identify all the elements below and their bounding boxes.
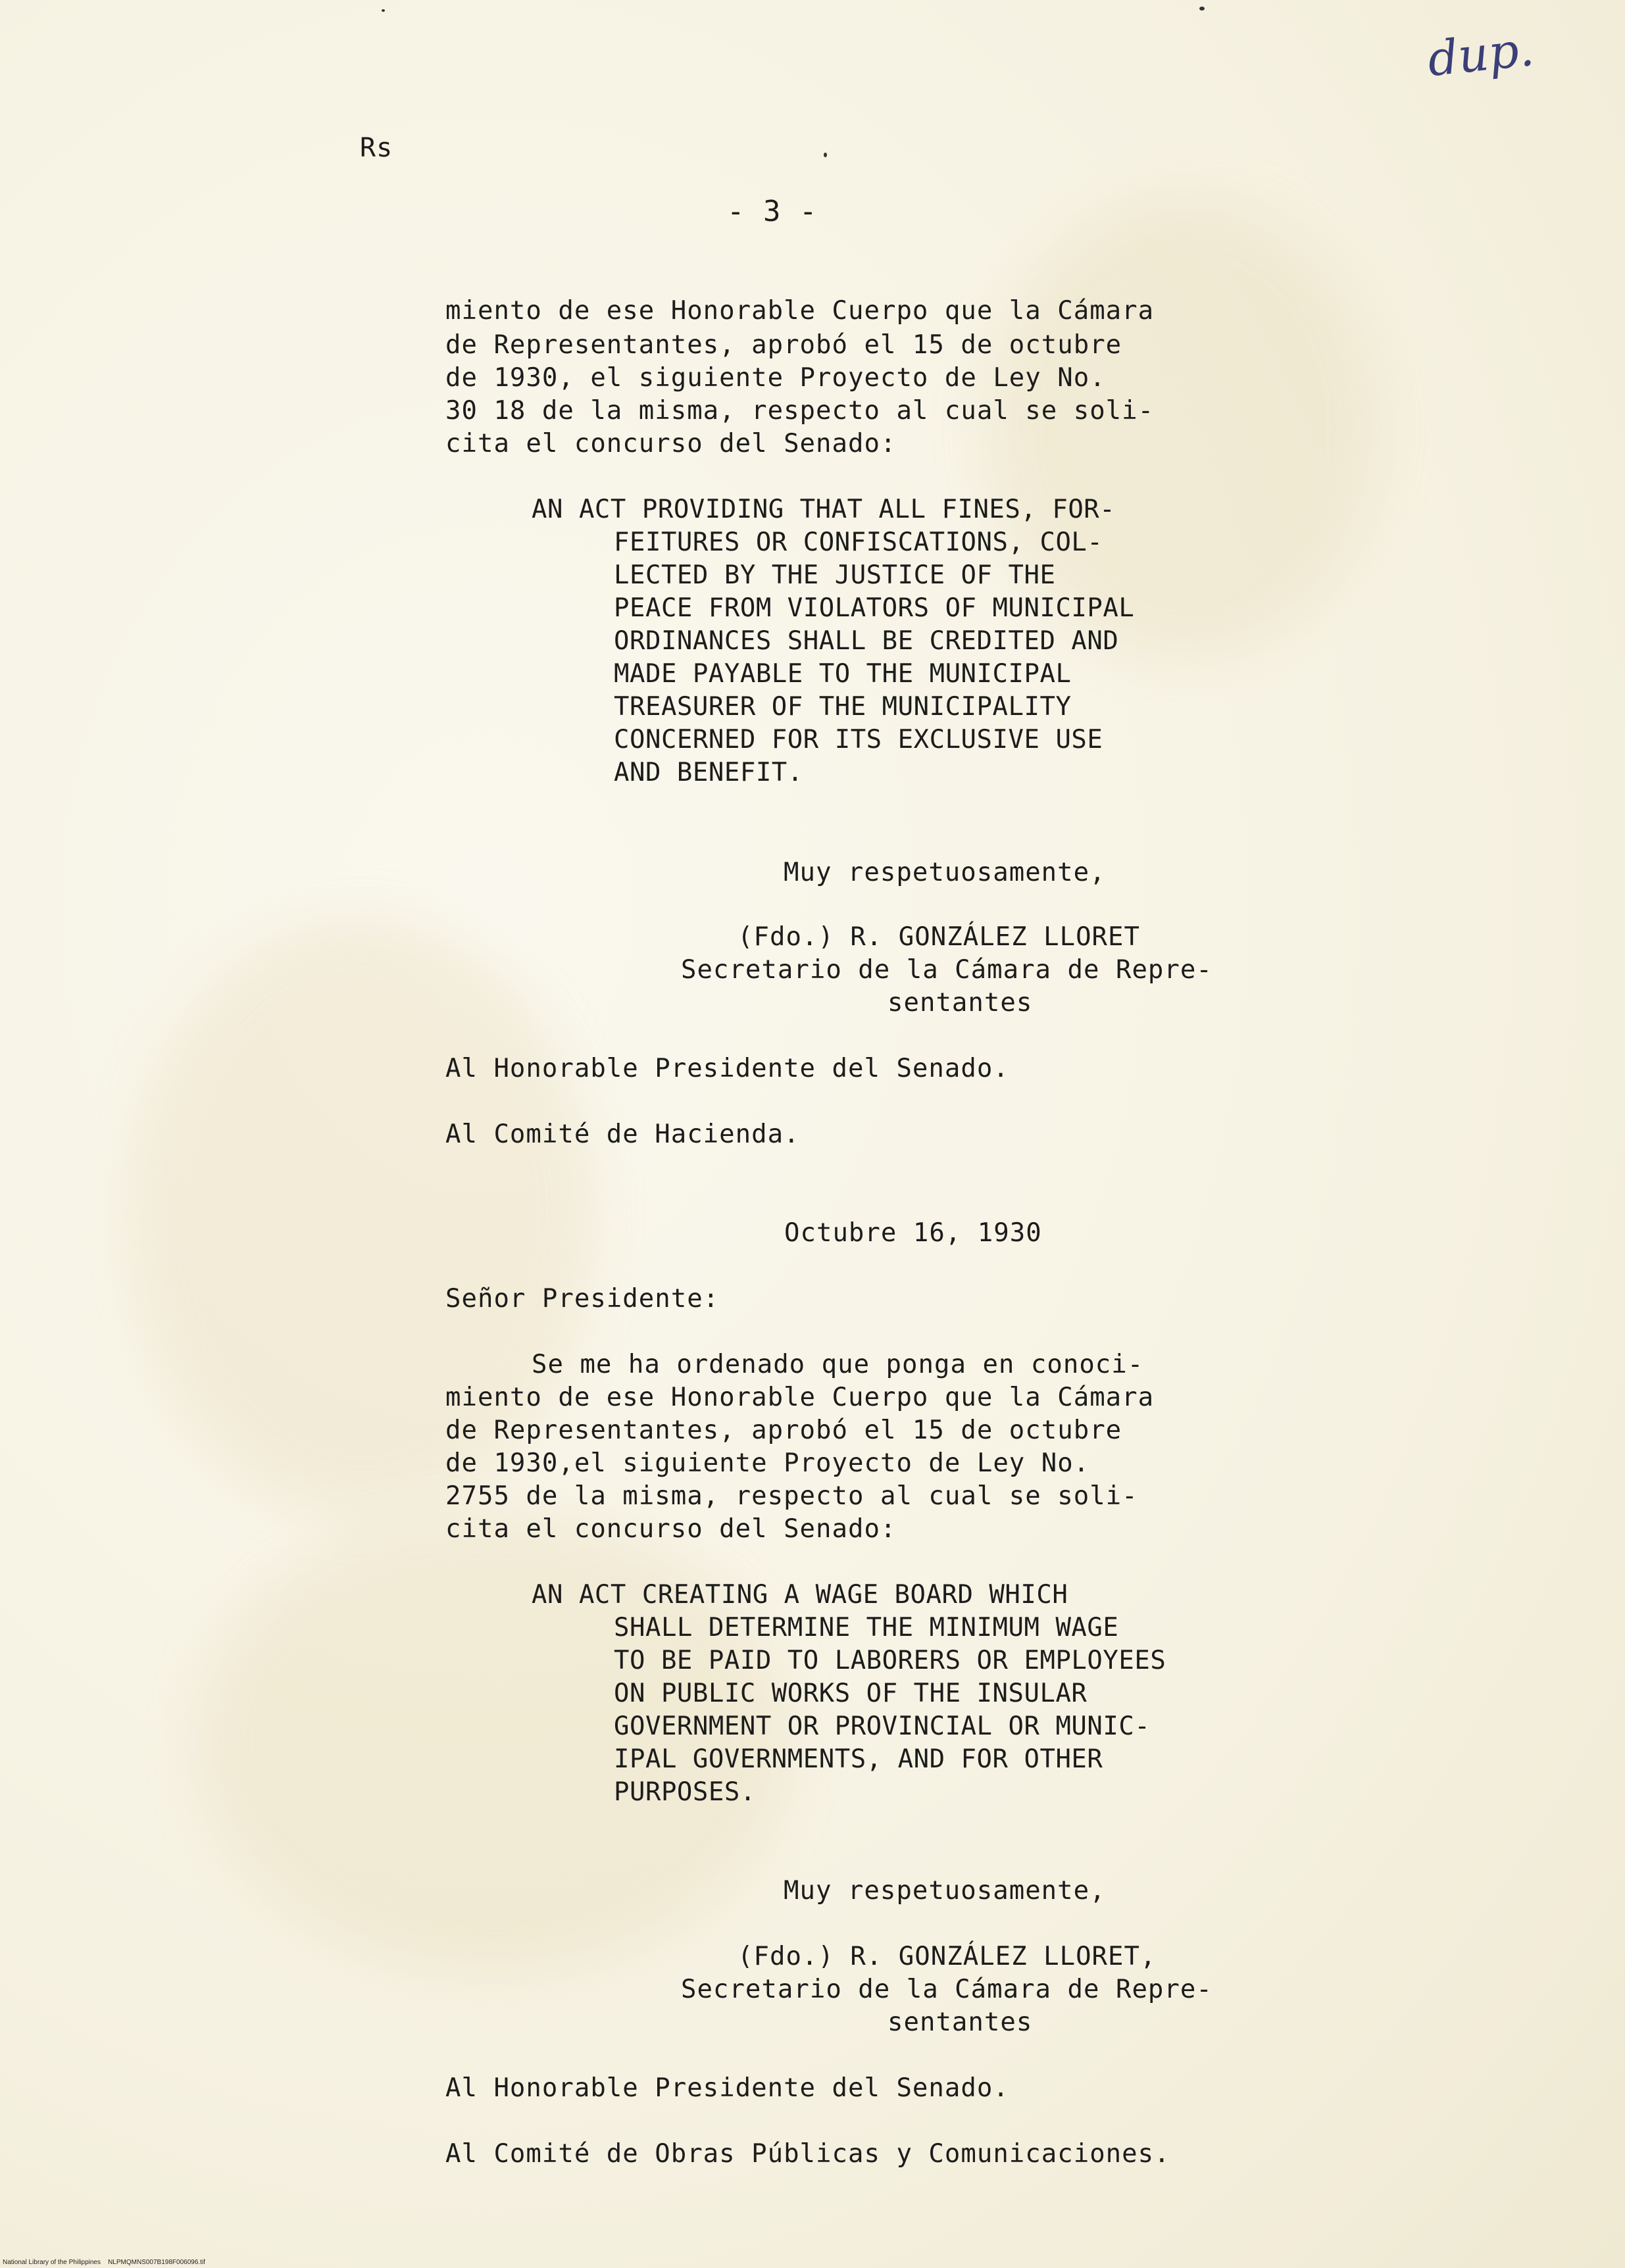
- paragraph-line: de Representantes, aprobó el 15 de octubre: [445, 330, 1122, 360]
- addressee-president: Al Honorable Presidente del Senado.: [445, 2073, 1009, 2103]
- salutation: Señor Presidente:: [445, 1284, 720, 1314]
- act-line: TREASURER OF THE MUNICIPALITY: [614, 692, 1072, 722]
- ink-speck: [382, 9, 385, 12]
- signature: (Fdo.) R. GONZÁLEZ LLORET: [738, 922, 1140, 952]
- addressee-committee: Al Comité de Obras Públicas y Comunicaciones.: [445, 2139, 1170, 2169]
- act-line: FEITURES OR CONFISCATIONS, COL-: [614, 528, 1103, 557]
- closing: Muy respetuosamente,: [784, 1876, 1106, 1906]
- letter-date: Octubre 16, 1930: [784, 1218, 1042, 1248]
- closing: Muy respetuosamente,: [784, 858, 1106, 887]
- act-line: ORDINANCES SHALL BE CREDITED AND: [614, 626, 1119, 656]
- page-number: - 3 -: [727, 195, 818, 228]
- archive-footer: National Library of the Philippines NLPMQMNS007B198F006096.tif: [3, 2259, 205, 2266]
- typist-initials: Rs: [360, 133, 393, 163]
- addressee-president: Al Honorable Presidente del Senado.: [445, 1054, 1009, 1083]
- act-line: AN ACT PROVIDING THAT ALL FINES, FOR-: [532, 495, 1116, 524]
- paragraph-line: de Representantes, aprobó el 15 de octubre: [445, 1416, 1122, 1445]
- act-line: LECTED BY THE JUSTICE OF THE: [614, 560, 1056, 590]
- paragraph-line: 2755 de la misma, respecto al cual se soli-: [445, 1481, 1138, 1511]
- act-line: IPAL GOVERNMENTS, AND FOR OTHER: [614, 1744, 1103, 1774]
- act-line: ON PUBLIC WORKS OF THE INSULAR: [614, 1679, 1088, 1708]
- paragraph-line: miento de ese Honorable Cuerpo que la Cámara: [445, 296, 1155, 326]
- act-line: SHALL DETERMINE THE MINIMUM WAGE: [614, 1613, 1119, 1642]
- paragraph-line: cita el concurso del Senado:: [445, 429, 897, 458]
- act-line: PEACE FROM VIOLATORS OF MUNICIPAL: [614, 593, 1135, 623]
- paragraph-line: Se me ha ordenado que ponga en conoci-: [532, 1350, 1144, 1379]
- handwritten-note: dup.: [1425, 20, 1537, 87]
- act-line: AN ACT CREATING A WAGE BOARD WHICH: [532, 1580, 1068, 1610]
- act-line: GOVERNMENT OR PROVINCIAL OR MUNIC-: [614, 1712, 1151, 1741]
- ink-speck: [1199, 7, 1205, 11]
- paragraph-line: de 1930,el siguiente Proyecto de Ley No.: [445, 1448, 1090, 1478]
- act-line: AND BENEFIT.: [614, 758, 803, 787]
- paragraph-line: de 1930, el siguiente Proyecto de Ley No.: [445, 363, 1106, 393]
- paragraph-line: 30 18 de la misma, respecto al cual se soli-: [445, 396, 1155, 426]
- act-line: TO BE PAID TO LABORERS OR EMPLOYEES: [614, 1646, 1166, 1675]
- signature: (Fdo.) R. GONZÁLEZ LLORET,: [738, 1942, 1157, 1971]
- act-line: CONCERNED FOR ITS EXCLUSIVE USE: [614, 725, 1103, 754]
- paragraph-line: miento de ese Honorable Cuerpo que la Cámara: [445, 1383, 1155, 1412]
- signatory-title: sentantes: [888, 2008, 1033, 2037]
- ink-speck: [824, 153, 827, 157]
- signatory-title: Secretario de la Cámara de Repre-: [681, 1975, 1212, 2004]
- act-line: MADE PAYABLE TO THE MUNICIPAL: [614, 659, 1072, 689]
- signatory-title: sentantes: [888, 988, 1033, 1018]
- act-line: PURPOSES.: [614, 1777, 756, 1807]
- signatory-title: Secretario de la Cámara de Repre-: [681, 955, 1212, 985]
- paragraph-line: cita el concurso del Senado:: [445, 1514, 897, 1544]
- addressee-committee: Al Comité de Hacienda.: [445, 1120, 800, 1149]
